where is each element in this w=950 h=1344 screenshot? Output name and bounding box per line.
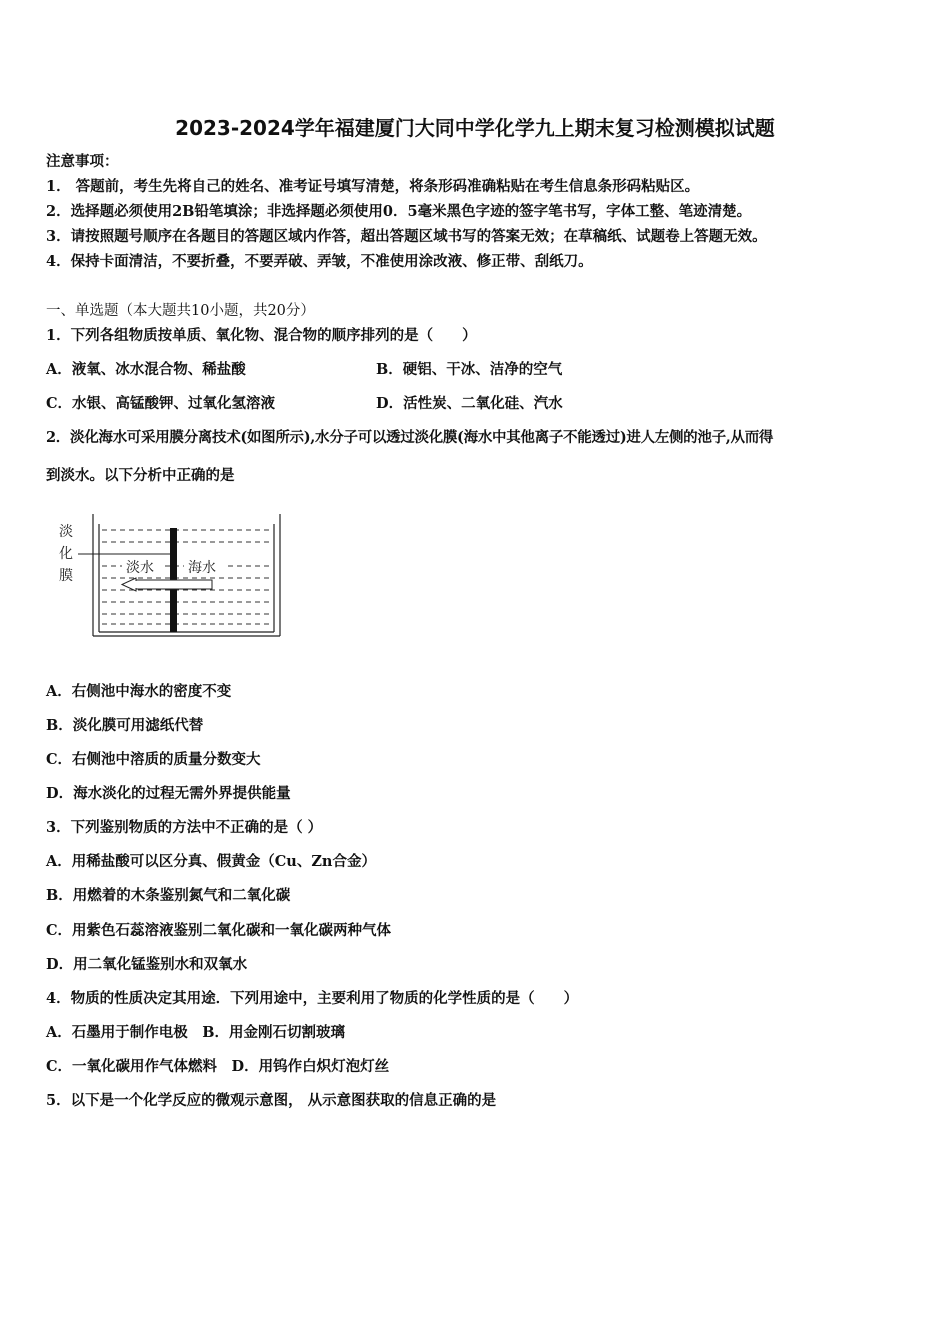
membrane-label-char-1: 淡 xyxy=(59,524,73,540)
fresh-water-label: 淡水 xyxy=(126,560,154,576)
q3-option-d: D．用二氧化锰鉴别水和双氧水 xyxy=(46,956,248,973)
notice-item-2: 2．选择题必须使用2B铅笔填涂；非选择题必须使用0．5毫米黑色字迹的签字笔书写，字体工整、笔迹清楚。 xyxy=(46,203,752,220)
q2-stem-line1: 2．淡化海水可采用膜分离技术(如图所示),水分子可以透过淡化膜(海水中其他离子不能透过)进人左侧的池子,从而得 xyxy=(46,429,774,446)
section-heading: 一、单选题（本大题共10小题，共20分） xyxy=(46,303,315,319)
q5-stem: 5．以下是一个化学反应的微观示意图， 从示意图获取的信息正确的是 xyxy=(46,1092,497,1109)
membrane-diagram xyxy=(54,508,294,644)
q1-option-c: C．水银、高锰酸钾、过氧化氢溶液 xyxy=(46,395,276,412)
q3-option-b: B．用燃着的木条鉴别氮气和二氧化碳 xyxy=(46,887,291,904)
flow-arrow-icon xyxy=(122,578,212,591)
q1-stem: 1．下列各组物质按单质、氧化物、混合物的顺序排列的是（ ） xyxy=(46,327,477,344)
sea-water-label: 海水 xyxy=(188,560,216,576)
q4-stem: 4．物质的性质决定其用途．下列用途中，主要利用了物质的化学性质的是（ ） xyxy=(46,990,579,1007)
q2-option-a: A．右侧池中海水的密度不变 xyxy=(46,683,232,700)
notice-item-1: 1． 答题前，考生先将自己的姓名、准考证号填写清楚，将条形码准确粘贴在考生信息条形码粘贴区。 xyxy=(46,178,700,195)
water-lines xyxy=(102,530,272,624)
notice-heading: 注意事项： xyxy=(46,153,119,170)
q1-option-d: D．活性炭、二氧化硅、汽水 xyxy=(376,395,563,412)
q1-option-b: B．硬铝、干冰、洁净的空气 xyxy=(376,361,563,378)
page-title: 2023-2024学年福建厦门大同中学化学九上期末复习检测模拟试题 xyxy=(175,116,775,140)
q1-option-a: A．液氧、冰水混合物、稀盐酸 xyxy=(46,361,246,378)
q2-option-d: D．海水淡化的过程无需外界提供能量 xyxy=(46,785,291,802)
q2-stem-line2: 到淡水。以下分析中正确的是 xyxy=(46,467,235,484)
q2-option-b: B．淡化膜可用滤纸代替 xyxy=(46,717,204,734)
q2-option-c: C．右侧池中溶质的质量分数变大 xyxy=(46,751,261,768)
q3-option-a: A．用稀盐酸可以区分真、假黄金（Cu、Zn合金） xyxy=(46,853,376,870)
notice-item-3: 3．请按照题号顺序在各题目的答题区域内作答，超出答题区域书写的答案无效；在草稿纸、试题卷上答题无效。 xyxy=(46,228,767,245)
q4-options-cd: C．一氧化碳用作气体燃料 D．用钨作白炽灯泡灯丝 xyxy=(46,1058,390,1075)
notice-item-4: 4．保持卡面清洁，不要折叠，不要弄破、弄皱，不准使用涂改液、修正带、刮纸刀。 xyxy=(46,253,593,270)
membrane-label-char-2: 化 xyxy=(59,546,73,562)
membrane-label-char-3: 膜 xyxy=(59,568,73,584)
q3-option-c: C．用紫色石蕊溶液鉴别二氧化碳和一氧化碳两种气体 xyxy=(46,922,392,939)
q3-stem: 3．下列鉴别物质的方法中不正确的是（ ） xyxy=(46,819,323,836)
q4-options-ab: A．石墨用于制作电极 B．用金刚石切割玻璃 xyxy=(46,1024,346,1041)
